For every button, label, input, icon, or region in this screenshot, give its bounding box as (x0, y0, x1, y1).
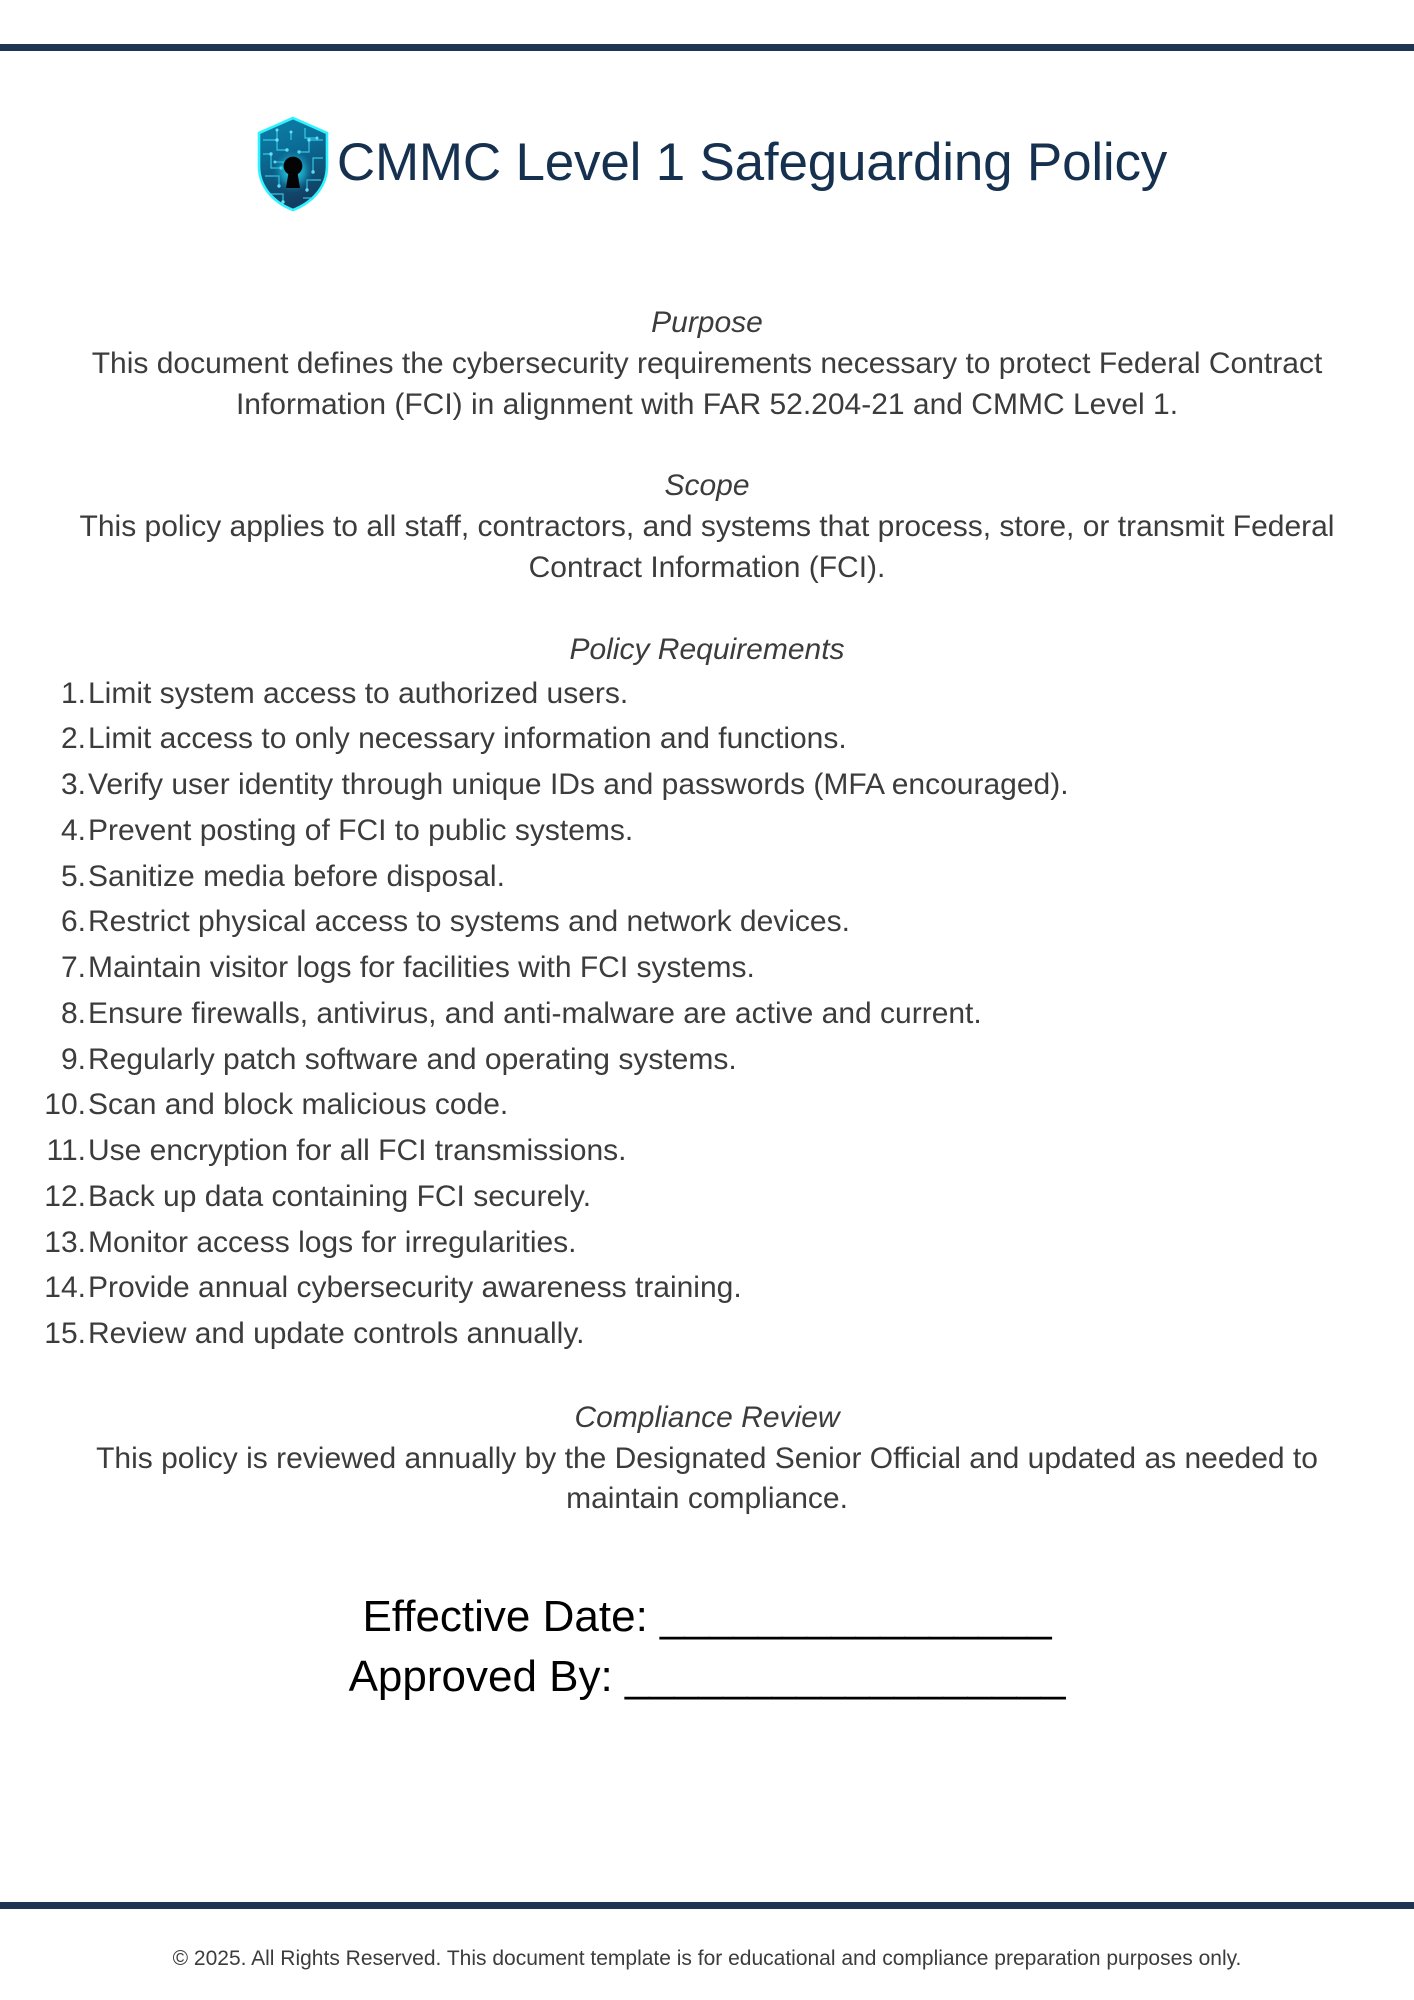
document-header (0, 112, 1414, 212)
effective-date-field[interactable]: Effective Date: ________________ (362, 1592, 1052, 1641)
policy-requirement-number: 5. (60, 859, 86, 893)
policy-requirement-item (0, 854, 1414, 900)
spacer-after-purpose (0, 425, 1414, 466)
policy-requirement-number: 11. (46, 1134, 86, 1168)
section-heading-purpose: Purpose (651, 306, 763, 339)
policy-requirement-text: Review and update controls annually. (88, 1317, 585, 1351)
policy-requirement-number: 13. (44, 1225, 86, 1259)
policy-requirement-item (0, 1128, 1414, 1174)
policy-requirement-text: Use encryption for all FCI transmissions. (88, 1134, 627, 1168)
policy-requirement-text: Maintain visitor logs for facilities with FCI systems. (88, 951, 755, 985)
policy-requirement-number: 15. (44, 1317, 86, 1351)
policy-requirement-number: 4. (60, 813, 86, 847)
policy-requirement-text: Limit system access to authorized users. (88, 676, 629, 710)
section-body-compliance: This policy is reviewed annually by the Designated Senior Official and updated as needed to maintain compliance. (96, 1441, 1318, 1516)
policy-requirement-item (0, 1037, 1414, 1083)
policy-requirement-item (0, 1265, 1414, 1311)
policy-requirement-text: Back up data containing FCI securely. (88, 1179, 592, 1213)
signature-block (0, 1587, 1414, 1707)
section-body-scope: This policy applies to all staff, contractors, and systems that process, store, or transmit Federal Contract Information (FCI). (79, 510, 1335, 584)
policy-requirement-number: 10. (44, 1088, 86, 1122)
policy-requirement-item (0, 1311, 1414, 1357)
header-divider-rule (0, 44, 1414, 51)
policy-requirement-item (0, 899, 1414, 945)
section-heading-scope: Scope (664, 469, 750, 503)
policy-requirement-item (0, 671, 1414, 717)
policy-requirement-text: Limit access to only necessary information and functions. (88, 722, 847, 756)
policy-requirement-item (0, 991, 1414, 1037)
policy-requirement-item (0, 762, 1414, 808)
policy-requirement-text: Prevent posting of FCI to public systems. (88, 813, 634, 847)
policy-requirement-text: Monitor access logs for irregularities. (88, 1225, 577, 1259)
shield-lock-icon (247, 114, 339, 214)
policy-requirement-item (0, 716, 1414, 762)
policy-requirement-item (0, 1220, 1414, 1266)
policy-requirement-number: 1. (60, 676, 86, 710)
policy-requirement-number: 6. (60, 905, 86, 939)
policy-requirement-text: Provide annual cybersecurity awareness training. (88, 1271, 742, 1305)
policy-requirement-number: 7. (60, 951, 86, 985)
section-heading-compliance: Compliance Review (574, 1400, 840, 1434)
spacer-after-scope (0, 589, 1414, 630)
policy-requirement-item (0, 1082, 1414, 1128)
policy-requirement-item (0, 808, 1414, 854)
footer-divider-rule (0, 1902, 1414, 1909)
policy-requirement-text: Regularly patch software and operating systems. (88, 1042, 737, 1076)
policy-requirement-number: 2. (60, 722, 86, 756)
policy-requirement-item (0, 1174, 1414, 1220)
section-body-purpose: This document defines the cybersecurity requirements necessary to protect Federal Contract Information (FCI) in alignment with FAR 52.204-21 and CMMC Level 1. (91, 346, 1323, 421)
footer-copyright: © 2025. All Rights Reserved. This document template is for educational and compliance preparation purposes only. (172, 1947, 1242, 1970)
approved-by-field[interactable]: Approved By: __________________ (348, 1651, 1066, 1701)
policy-requirement-number: 3. (60, 768, 86, 802)
page-title: CMMC Level 1 Safeguarding Policy (336, 132, 1168, 192)
section-heading-requirements: Policy Requirements (569, 632, 845, 666)
policy-requirement-text: Verify user identity through unique IDs and passwords (MFA encouraged). (88, 768, 1069, 802)
policy-requirement-text: Sanitize media before disposal. (88, 859, 505, 893)
policy-requirement-text: Restrict physical access to systems and network devices. (88, 905, 850, 939)
policy-requirement-text: Ensure firewalls, antivirus, and anti-malware are active and current. (88, 996, 982, 1030)
policy-requirement-item (0, 945, 1414, 991)
spacer-after-requirements (0, 1357, 1414, 1398)
policy-requirements-list (0, 671, 1414, 1357)
policy-requirement-number: 8. (60, 996, 86, 1030)
policy-requirement-number: 12. (44, 1179, 86, 1213)
policy-requirement-number: 14. (44, 1271, 86, 1305)
document-body (0, 303, 1414, 1520)
policy-requirement-text: Scan and block malicious code. (88, 1088, 509, 1122)
policy-requirement-number: 9. (60, 1042, 86, 1076)
